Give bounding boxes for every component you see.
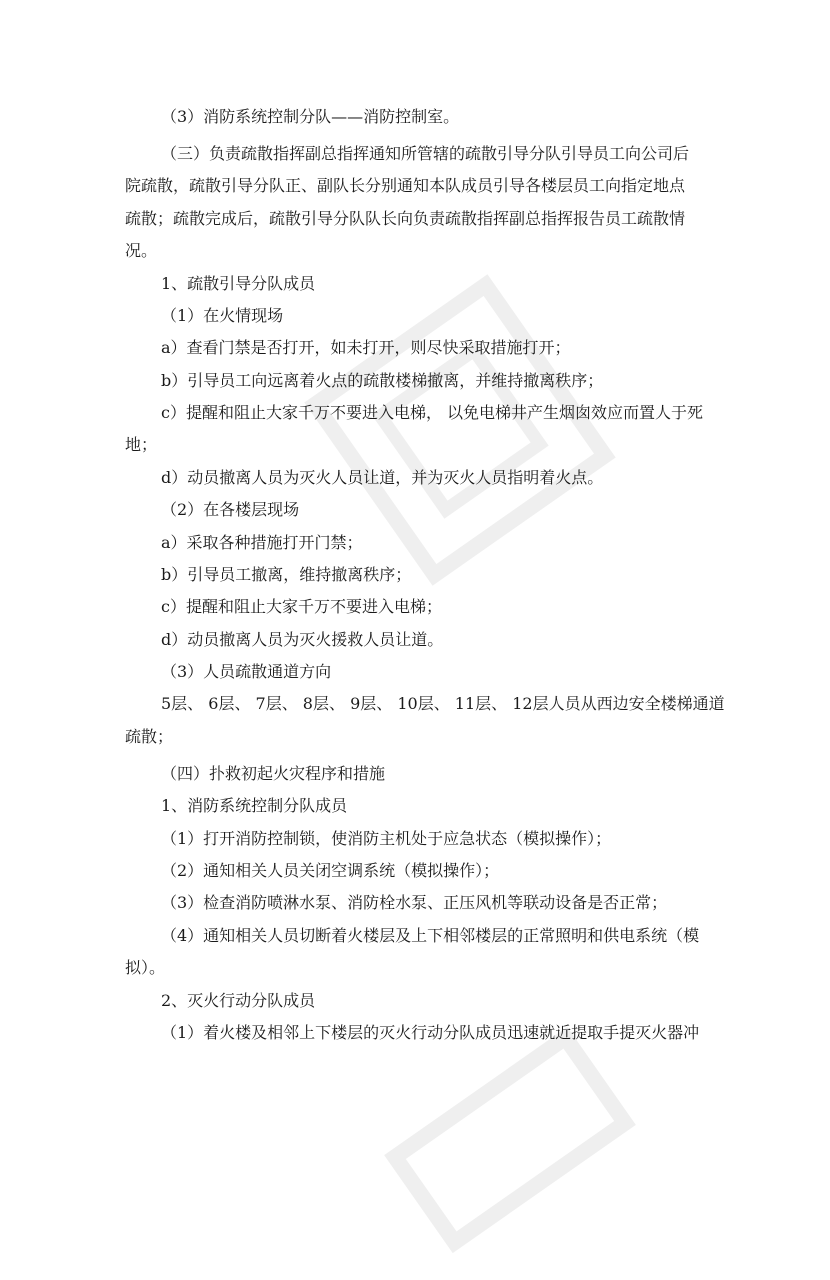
list-item: a）采取各种措施打开门禁；: [161, 533, 363, 552]
list-item: c）提醒和阻止大家千万不要进入电梯， 以免电梯井产生烟囱效应而置人于死: [161, 403, 704, 422]
list-item: （2）在各楼层现场: [161, 500, 300, 519]
paragraph-line: 地；: [125, 435, 158, 454]
list-item: （1）打开消防控制锁，使消防主机处于应急状态（模拟操作）；: [161, 829, 612, 848]
list-item: （2）通知相关人员关闭空调系统（模拟操作）；: [161, 861, 500, 880]
list-item: （3）消防系统控制分队——消防控制室。: [161, 107, 460, 126]
list-item: a）查看门禁是否打开，如未打开，则尽快采取措施打开；: [161, 338, 571, 357]
watermark-icon: [279, 249, 641, 611]
list-item: （1）着火楼及相邻上下楼层的灭火行动分队成员迅速就近提取手提灭火器冲: [161, 1023, 700, 1042]
section-heading: （三）负责疏散指挥副总指挥通知所管辖的疏散引导分队引导员工向公司后: [161, 144, 690, 163]
paragraph-line: 拟）。: [125, 958, 166, 977]
paragraph-line: 5层、 6层、 7层、 8层、 9层、 10层、 11层、 12层人员从西边安全楼梯通道: [161, 694, 725, 713]
list-item: d）动员撤离人员为灭火人员让道，并为灭火人员指明着火点。: [161, 468, 604, 487]
subsection-heading: 1、消防系统控制分队成员: [161, 796, 348, 815]
paragraph-line: 院疏散，疏散引导分队正、副队长分别通知本队成员引导各楼层员工向指定地点: [125, 176, 686, 195]
paragraph-line: 况。: [125, 241, 158, 260]
section-heading: （四）扑救初起火灾程序和措施: [161, 764, 386, 783]
subsection-heading: 2、灭火行动分队成员: [161, 991, 316, 1010]
paragraph-line: 疏散；疏散完成后，疏散引导分队队长向负责疏散指挥副总指挥报告员工疏散情: [125, 209, 686, 228]
paragraph-line: 疏散；: [125, 727, 174, 746]
list-item: （3）人员疏散通道方向: [161, 662, 332, 681]
list-item: （3）检查消防喷淋水泵、消防栓水泵、正压风机等联动设备是否正常；: [161, 893, 668, 912]
list-item: （1）在火情现场: [161, 306, 284, 325]
list-item: （4）通知相关人员切断着火楼层及上下相邻楼层的正常照明和供电系统（模: [161, 926, 700, 945]
list-item: d）动员撤离人员为灭火援救人员让道。: [161, 630, 444, 649]
list-item: c）提醒和阻止大家千万不要进入电梯；: [161, 597, 442, 616]
list-item: b）引导员工向远离着火点的疏散楼梯撤离，并维持撤离秩序；: [161, 371, 604, 390]
subsection-heading: 1、疏散引导分队成员: [161, 274, 316, 293]
list-item: b）引导员工撤离，维持撤离秩序；: [161, 565, 412, 584]
